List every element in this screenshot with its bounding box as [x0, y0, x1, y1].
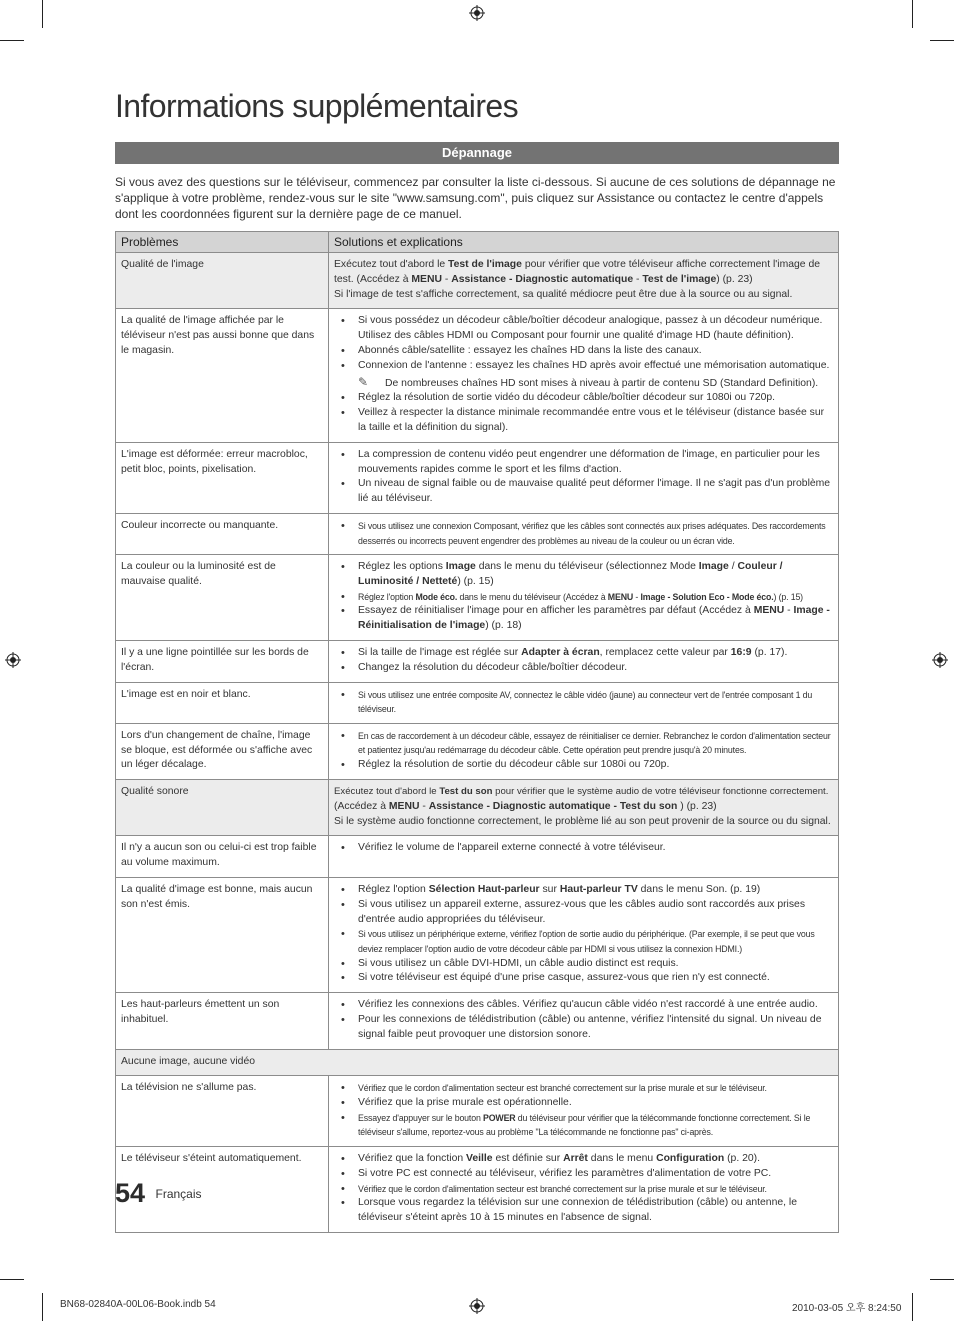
problem-cell: Le téléviseur s'éteint automatiquement. [116, 1147, 329, 1233]
solution-item: • Si vous possédez un décodeur câble/boîtier décodeur analogique, passez à un décodeur numérique. Utilisez des câbles HDMI ou Composant pour fournir une qualité d'image HD (haute définition). [334, 314, 833, 344]
problem-cell: Les haut-parleurs émettent un son inhabituel. [116, 993, 329, 1049]
column-header-problems: Problèmes [116, 232, 329, 253]
registration-mark-icon [932, 652, 948, 668]
solution-list [334, 646, 833, 676]
solution-cell [329, 836, 839, 878]
solution-item: • Changez la résolution du décodeur câble/boîtier décodeur. [334, 661, 833, 676]
problem-cell: Il y a une ligne pointillée sur les bords de l'écran. [116, 640, 329, 682]
page-title: Informations supplémentaires [115, 88, 518, 124]
table-header-row [116, 232, 839, 253]
solution-item: • Essayez de réinitialiser l'image pour en afficher les paramètres par défaut (Accédez à MENU - Image - Réinitialisation de l'image) (p. 18) [334, 604, 833, 634]
section-title: Dépannage [115, 142, 839, 164]
problem-cell: La couleur ou la luminosité est de mauvaise qualité. [116, 555, 329, 641]
solution-item: • Abonnés câble/satellite : essayez les chaînes HD dans la liste des canaux. [334, 344, 833, 359]
solution-item: • Lorsque vous regardez la télévision sur une connexion de télédistribution (câble) ou antenne, le téléviseur s'éteint après 10 à 15 minutes en l'absence de signal. [334, 1196, 833, 1226]
problem-cell: La qualité de l'image affichée par le téléviseur n'est pas aussi bonne que dans le magasin. [116, 309, 329, 442]
solution-item: • Vérifiez que le cordon d'alimentation secteur est branché correctement sur la prise murale et sur le téléviseur. [334, 1081, 833, 1096]
crop-mark [912, 1293, 913, 1321]
solution-list [334, 1152, 833, 1226]
solution-cell [329, 993, 839, 1049]
solution-item: • Vérifiez que la fonction Veille est définie sur Arrêt dans le menu Configuration (p. 20). [334, 1152, 833, 1167]
table-row [116, 878, 839, 993]
solution-list [334, 519, 833, 548]
table-row [116, 682, 839, 723]
problem-cell: L'image est déformée: erreur macrobloc, petit bloc, points, pixelisation. [116, 442, 329, 513]
solution-item: • Réglez la résolution de sortie du décodeur câble sur 1080i ou 720p. [334, 758, 833, 773]
problem-cell: Qualité de l'image [116, 253, 329, 309]
solution-cell [329, 555, 839, 641]
solution-cell [329, 309, 839, 442]
crop-mark [42, 1293, 43, 1321]
pencil-note-icon: ✎ [358, 374, 369, 389]
solution-list [334, 841, 833, 856]
problem-cell: Il n'y a aucun son ou celui-ci est trop faible au volume maximum. [116, 836, 329, 878]
solution-list [334, 729, 833, 773]
registration-mark-icon [469, 5, 485, 21]
solution-item: • Vérifiez le volume de l'appareil externe connecté à votre téléviseur. [334, 841, 833, 856]
solution-item: • La compression de contenu vidéo peut engendrer une déformation de l'image, en particulier pour les mouvements rapides comme le sport et les films d'action. [334, 448, 833, 478]
solution-item: • Si la taille de l'image est réglée sur Adapter à écran, remplacez cette valeur par 16:9 (p. 17). [334, 646, 833, 661]
table-row [116, 640, 839, 682]
problem-cell: Couleur incorrecte ou manquante. [116, 513, 329, 554]
solution-cell [329, 682, 839, 723]
solution-cell [329, 1147, 839, 1233]
table-row [116, 442, 839, 513]
solution-item: • Si vous utilisez un appareil externe, assurez-vous que les câbles audio sont raccordés aux prises d'entrée audio appropriées du téléviseur. [334, 898, 833, 928]
column-header-solutions: Solutions et explications [329, 232, 839, 253]
note-item: ✎ De nombreuses chaînes HD sont mises à niveau à partir de contenu SD (Standard Definition). [358, 374, 819, 389]
solution-item: • Si vous utilisez une connexion Composant, vérifiez que les câbles sont connectés aux prises adéquates. Des raccordements desserrés ou incorrects peuvent engendrer des problèmes au niveau de la couleur ou un écran vide. [334, 519, 833, 548]
solution-list [334, 688, 833, 717]
solution-cell: Exécutez tout d'abord le Test du son pour vérifier que le système audio de votre téléviseur fonctionne correctement. (Accédez à MENU - Assistance - Diagnostic automatique - Test du son ) (p. 23) Si le système audio fonctionne correctement, le problème lié au son peut provenir de la source ou du signal. [329, 780, 839, 836]
problem-cell: Qualité sonore [116, 780, 329, 836]
solution-item: • Réglez l'option Sélection Haut-parleur sur Haut-parleur TV dans le menu Son. (p. 19) [334, 883, 833, 898]
solution-list [334, 1081, 833, 1140]
solution-item: • Si votre téléviseur est équipé d'une prise casque, assurez-vous que rien n'y est connecté. [334, 971, 833, 986]
page-number: 54 [115, 1178, 146, 1208]
solution-item: • Veillez à respecter la distance minimale recommandée entre vous et le téléviseur (distance basée sur la taille et la définition du signal). [334, 406, 833, 436]
solution-cell: Exécutez tout d'abord le Test de l'image pour vérifier que votre téléviseur affiche correctement l'image de test. (Accédez à MENU - Assistance - Diagnostic automatique - Test de l'image) (p. 23) Si l'image de test s'affiche correctement, sa qualité médiocre peut être due à la source ou au signal. [329, 253, 839, 309]
print-date-slug: 2010-03-05 오후 8:24:50 [792, 1303, 902, 1314]
solution-cell [329, 513, 839, 554]
solution-item: • Si votre PC est connecté au téléviseur, vérifiez les paramètres d'alimentation de votre PC. [334, 1167, 833, 1182]
solution-item: • Vérifiez que le cordon d'alimentation secteur est branché correctement sur la prise murale et sur le téléviseur. [334, 1182, 833, 1197]
solution-item: • Connexion de l'antenne : essayez les chaînes HD après avoir effectué une mémorisation automatique. [334, 359, 833, 374]
solution-item: • Si vous utilisez une entrée composite AV, connectez le câble vidéo (jaune) au connecteur vert de l'entrée composant 1 du téléviseur. [334, 688, 833, 717]
solution-item: • Un niveau de signal faible ou de mauvaise qualité peut déformer l'image. Il ne s'agit pas d'un problème lié au téléviseur. [334, 477, 833, 507]
solution-item: • Réglez les options Image dans le menu du téléviseur (sélectionnez Mode Image / Couleur / Luminosité / Netteté) (p. 15) [334, 560, 833, 590]
page-language: Français [155, 1186, 202, 1201]
registration-mark-icon [5, 652, 21, 668]
solution-list [334, 448, 833, 507]
solution-item: • En cas de raccordement à un décodeur câble, essayez de réinitialiser ce dernier. Rebranchez le cordon d'alimentation secteur et patientez jusqu'au redémarrage du décodeur câble. Cette opération peut prendre jusqu'à 20 minutes. [334, 729, 833, 758]
intro-paragraph: Si vous avez des questions sur le téléviseur, commencez par consulter la liste ci-dessous. Si aucune de ces solutions de dépannage ne s'applique à votre problème, rendez-vous sur le site "www.samsung.com", puis cliquez sur Assistance ou contactez le centre d'appels dont les coordonnées figurent sur la dernière page de ce manuel. [115, 175, 836, 221]
crop-mark [930, 1279, 954, 1280]
table-row [116, 1076, 839, 1147]
table-row [116, 780, 839, 836]
print-file-slug: BN68-02840A-00L06-Book.indb 54 [60, 1299, 216, 1310]
crop-mark [930, 40, 954, 41]
table-row [116, 993, 839, 1049]
table-row [116, 309, 839, 442]
table-body [116, 253, 839, 1233]
solution-cell [329, 442, 839, 513]
table-row [116, 723, 839, 779]
table-row [116, 513, 839, 554]
page-footer [115, 1178, 202, 1209]
problem-cell: La qualité d'image est bonne, mais aucun son n'est émis. [116, 878, 329, 993]
solution-cell [329, 640, 839, 682]
solution-item: • Réglez la résolution de sortie vidéo du décodeur câble/boîtier décodeur sur 1080i ou 720p. [334, 391, 833, 406]
crop-mark [0, 1279, 24, 1280]
solution-item: • Vérifiez les connexions des câbles. Vérifiez qu'aucun câble vidéo n'est raccordé à une entrée audio. [334, 998, 833, 1013]
solution-list [334, 883, 833, 986]
table-row [116, 836, 839, 878]
solution-item: • Vérifiez que la prise murale est opérationnelle. [334, 1096, 833, 1111]
section-label: Aucune image, aucune vidéo [116, 1049, 839, 1076]
solution-item: • Si vous utilisez un câble DVI-HDMI, un câble audio distinct est requis. [334, 957, 833, 972]
solution-item: • Essayez d'appuyer sur le bouton POWER du téléviseur pour vérifier que la télécommande fonctionne correctement. Si le téléviseur s'allume, reportez-vous au problème "La télécommande ne fonctionne pas" ci-après. [334, 1111, 833, 1140]
solution-cell [329, 878, 839, 993]
section-row [116, 1049, 839, 1076]
problem-cell: Lors d'un changement de chaîne, l'image se bloque, est déformée ou s'affiche avec un léger décalage. [116, 723, 329, 779]
solution-cell [329, 1076, 839, 1147]
table-row [116, 555, 839, 641]
troubleshooting-table [115, 231, 839, 1233]
crop-mark [912, 0, 913, 28]
solution-item: • Pour les connexions de télédistribution (câble) ou antenne, vérifiez l'intensité du signal. Un niveau de signal faible peut provoquer une distorsion sonore. [334, 1013, 833, 1043]
solution-list [334, 560, 833, 634]
problem-cell: L'image est en noir et blanc. [116, 682, 329, 723]
registration-mark-icon [469, 1298, 485, 1314]
problem-cell: La télévision ne s'allume pas. [116, 1076, 329, 1147]
crop-mark [42, 0, 43, 28]
table-row [116, 1147, 839, 1233]
table-row [116, 253, 839, 309]
solution-item: • Si vous utilisez un périphérique externe, vérifiez l'option de sortie audio du périphérique. (Par exemple, il se peut que vous deviez remplacer l'option audio de votre décodeur câble par HDMI si vous utilisez la connexion HDMI.) [334, 927, 833, 956]
crop-mark [0, 40, 24, 41]
solution-cell [329, 723, 839, 779]
solution-list [334, 998, 833, 1042]
solution-list [334, 314, 833, 435]
solution-item: • Réglez l'option Mode éco. dans le menu du téléviseur (Accédez à MENU - Image - Solution Eco - Mode éco.) (p. 15) [334, 590, 833, 605]
